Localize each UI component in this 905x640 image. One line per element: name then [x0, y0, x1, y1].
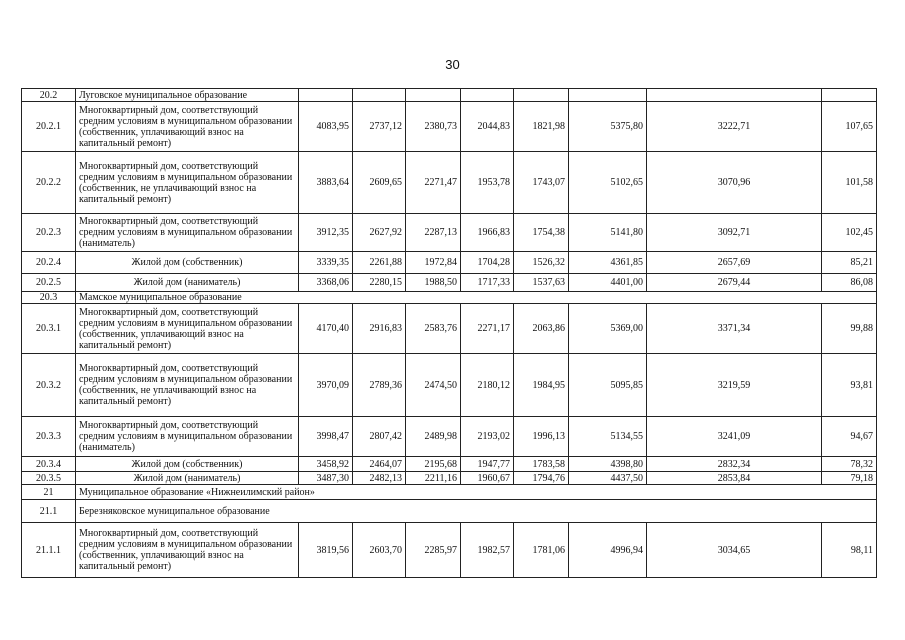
value-cell: 3241,09 — [647, 417, 822, 457]
value-cell: 1947,77 — [461, 457, 514, 472]
row-code: 20.3.1 — [22, 304, 76, 354]
row-name: Многоквартирный дом, соответствующий средним условиям в муниципальном образовании (собственник, уплачивающий взнос на капитальный ремонт) — [76, 304, 299, 354]
value-cell: 2380,73 — [406, 102, 461, 152]
table-row — [22, 472, 877, 485]
value-cell: 1984,95 — [514, 354, 569, 417]
empty-cell — [406, 89, 461, 102]
table-row — [22, 523, 877, 578]
value-cell: 2285,97 — [406, 523, 461, 578]
empty-cell — [353, 89, 406, 102]
value-cell: 5134,55 — [569, 417, 647, 457]
row-code: 20.2.2 — [22, 152, 76, 214]
value-cell: 93,81 — [822, 354, 877, 417]
section-title: Березняковское муниципальное образование — [76, 500, 877, 523]
value-cell: 1794,76 — [514, 472, 569, 485]
table-row — [22, 304, 877, 354]
value-cell: 2180,12 — [461, 354, 514, 417]
table-row — [22, 252, 877, 274]
table-row — [22, 417, 877, 457]
value-cell: 5375,80 — [569, 102, 647, 152]
value-cell: 94,67 — [822, 417, 877, 457]
value-cell: 2287,13 — [406, 214, 461, 252]
value-cell: 2679,44 — [647, 274, 822, 292]
row-name: Жилой дом (наниматель) — [76, 274, 299, 292]
value-cell: 1821,98 — [514, 102, 569, 152]
value-cell: 4361,85 — [569, 252, 647, 274]
section-row — [22, 500, 877, 523]
value-cell: 1966,83 — [461, 214, 514, 252]
page-number: 30 — [445, 57, 460, 72]
value-cell: 2737,12 — [353, 102, 406, 152]
row-code: 20.2.1 — [22, 102, 76, 152]
value-cell: 1743,07 — [514, 152, 569, 214]
value-cell: 3912,35 — [299, 214, 353, 252]
value-cell: 102,45 — [822, 214, 877, 252]
section-row — [22, 89, 877, 102]
table-row — [22, 214, 877, 252]
value-cell: 2063,86 — [514, 304, 569, 354]
value-cell: 5102,65 — [569, 152, 647, 214]
table-row — [22, 457, 877, 472]
section-code: 20.3 — [22, 292, 76, 304]
row-name: Многоквартирный дом, соответствующий средним условиям в муниципальном образовании (собственник, не уплачивающий взнос на капитальный ремонт) — [76, 354, 299, 417]
value-cell: 2474,50 — [406, 354, 461, 417]
row-code: 20.2.3 — [22, 214, 76, 252]
section-row — [22, 292, 877, 304]
row-code: 20.2.4 — [22, 252, 76, 274]
value-cell: 2271,47 — [406, 152, 461, 214]
row-name: Жилой дом (собственник) — [76, 457, 299, 472]
value-cell: 4398,80 — [569, 457, 647, 472]
value-cell: 2603,70 — [353, 523, 406, 578]
value-cell: 2789,36 — [353, 354, 406, 417]
empty-cell — [299, 89, 353, 102]
table-row — [22, 274, 877, 292]
value-cell: 5095,85 — [569, 354, 647, 417]
value-cell: 86,08 — [822, 274, 877, 292]
value-cell: 3998,47 — [299, 417, 353, 457]
value-cell: 1783,58 — [514, 457, 569, 472]
row-name: Жилой дом (собственник) — [76, 252, 299, 274]
table-row — [22, 354, 877, 417]
row-code: 20.3.4 — [22, 457, 76, 472]
row-name: Жилой дом (наниматель) — [76, 472, 299, 485]
empty-cell — [461, 89, 514, 102]
value-cell: 2627,92 — [353, 214, 406, 252]
value-cell: 2807,42 — [353, 417, 406, 457]
value-cell: 3219,59 — [647, 354, 822, 417]
row-name: Многоквартирный дом, соответствующий средним условиям в муниципальном образовании (собственник, уплачивающий взнос на капитальный ремонт) — [76, 523, 299, 578]
value-cell: 3458,92 — [299, 457, 353, 472]
value-cell: 4170,40 — [299, 304, 353, 354]
empty-cell — [822, 89, 877, 102]
row-code: 20.3.3 — [22, 417, 76, 457]
value-cell: 2464,07 — [353, 457, 406, 472]
empty-cell — [647, 89, 822, 102]
value-cell: 2489,98 — [406, 417, 461, 457]
value-cell: 1537,63 — [514, 274, 569, 292]
empty-cell — [569, 89, 647, 102]
value-cell: 2195,68 — [406, 457, 461, 472]
value-cell: 2211,16 — [406, 472, 461, 485]
value-cell: 3368,06 — [299, 274, 353, 292]
value-cell: 2916,83 — [353, 304, 406, 354]
section-title: Муниципальное образование «Нижнеилимский район» — [76, 485, 877, 500]
value-cell: 2482,13 — [353, 472, 406, 485]
row-name: Многоквартирный дом, соответствующий средним условиям в муниципальном образовании (собственник, не уплачивающий взнос на капитальный ремонт) — [76, 152, 299, 214]
value-cell: 1704,28 — [461, 252, 514, 274]
value-cell: 1717,33 — [461, 274, 514, 292]
value-cell: 3970,09 — [299, 354, 353, 417]
value-cell: 85,21 — [822, 252, 877, 274]
value-cell: 2271,17 — [461, 304, 514, 354]
value-cell: 3883,64 — [299, 152, 353, 214]
value-cell: 1953,78 — [461, 152, 514, 214]
value-cell: 3487,30 — [299, 472, 353, 485]
value-cell: 4437,50 — [569, 472, 647, 485]
row-code: 21.1.1 — [22, 523, 76, 578]
value-cell: 101,58 — [822, 152, 877, 214]
row-code: 20.3.2 — [22, 354, 76, 417]
value-cell: 107,65 — [822, 102, 877, 152]
value-cell: 1526,32 — [514, 252, 569, 274]
row-name: Многоквартирный дом, соответствующий средним условиям в муниципальном образовании (наниматель) — [76, 417, 299, 457]
value-cell: 2609,65 — [353, 152, 406, 214]
section-code: 21 — [22, 485, 76, 500]
section-code: 21.1 — [22, 500, 76, 523]
section-title: Луговское муниципальное образование — [76, 89, 299, 102]
value-cell: 3222,71 — [647, 102, 822, 152]
value-cell: 1754,38 — [514, 214, 569, 252]
section-title: Мамское муниципальное образование — [76, 292, 877, 304]
section-code: 20.2 — [22, 89, 76, 102]
value-cell: 2832,34 — [647, 457, 822, 472]
value-cell: 5369,00 — [569, 304, 647, 354]
value-cell: 5141,80 — [569, 214, 647, 252]
value-cell: 1781,06 — [514, 523, 569, 578]
table-row — [22, 102, 877, 152]
tariff-table — [21, 88, 877, 578]
value-cell: 3339,35 — [299, 252, 353, 274]
value-cell: 1960,67 — [461, 472, 514, 485]
value-cell: 2193,02 — [461, 417, 514, 457]
value-cell: 3070,96 — [647, 152, 822, 214]
value-cell: 1996,13 — [514, 417, 569, 457]
value-cell: 98,11 — [822, 523, 877, 578]
value-cell: 1982,57 — [461, 523, 514, 578]
table-row — [22, 152, 877, 214]
value-cell: 99,88 — [822, 304, 877, 354]
value-cell: 2853,84 — [647, 472, 822, 485]
value-cell: 1988,50 — [406, 274, 461, 292]
row-code: 20.3.5 — [22, 472, 76, 485]
value-cell: 3034,65 — [647, 523, 822, 578]
value-cell: 2044,83 — [461, 102, 514, 152]
row-name: Многоквартирный дом, соответствующий средним условиям в муниципальном образовании (наниматель) — [76, 214, 299, 252]
value-cell: 4083,95 — [299, 102, 353, 152]
value-cell: 4401,00 — [569, 274, 647, 292]
empty-cell — [514, 89, 569, 102]
value-cell: 1972,84 — [406, 252, 461, 274]
value-cell: 2583,76 — [406, 304, 461, 354]
value-cell: 2657,69 — [647, 252, 822, 274]
row-code: 20.2.5 — [22, 274, 76, 292]
value-cell: 2261,88 — [353, 252, 406, 274]
row-name: Многоквартирный дом, соответствующий средним условиям в муниципальном образовании (собственник, уплачивающий взнос на капитальный ремонт) — [76, 102, 299, 152]
value-cell: 79,18 — [822, 472, 877, 485]
value-cell: 3819,56 — [299, 523, 353, 578]
value-cell: 3092,71 — [647, 214, 822, 252]
value-cell: 3371,34 — [647, 304, 822, 354]
section-row — [22, 485, 877, 500]
value-cell: 2280,15 — [353, 274, 406, 292]
value-cell: 4996,94 — [569, 523, 647, 578]
value-cell: 78,32 — [822, 457, 877, 472]
